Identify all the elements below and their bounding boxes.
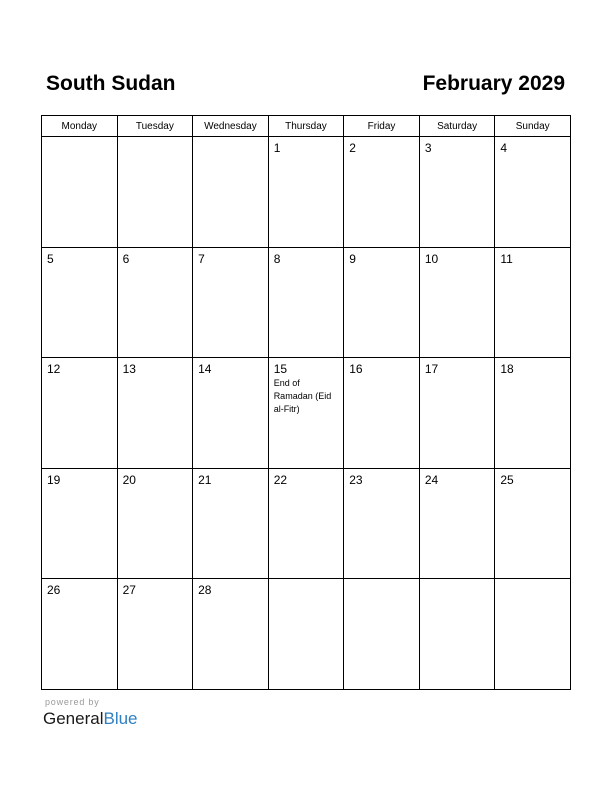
day-cell xyxy=(193,579,269,690)
day-number: 6 xyxy=(122,251,130,266)
day-cell xyxy=(419,137,495,248)
day-cell xyxy=(344,468,420,579)
weekday-sunday: Sunday xyxy=(495,116,571,137)
day-cell xyxy=(268,579,344,690)
day-cell xyxy=(495,247,571,358)
day-number: 7 xyxy=(198,251,205,266)
week-row xyxy=(42,579,571,690)
week-row xyxy=(42,247,571,358)
day-cell xyxy=(419,579,495,690)
day-number: 28 xyxy=(198,583,212,598)
day-number: 13 xyxy=(122,362,136,377)
day-number: 16 xyxy=(349,362,363,377)
day-cell xyxy=(344,579,420,690)
day-cell xyxy=(193,247,269,358)
day-cell xyxy=(419,468,495,579)
day-number: 23 xyxy=(349,472,363,487)
weekday-thursday: Thursday xyxy=(268,116,344,137)
day-cell xyxy=(495,358,571,469)
day-number: 21 xyxy=(198,472,212,487)
day-number: 24 xyxy=(424,472,439,487)
day-cell-holiday xyxy=(268,358,344,469)
day-number: 4 xyxy=(500,141,508,155)
day-cell xyxy=(117,358,193,469)
day-cell xyxy=(419,247,495,358)
day-cell xyxy=(42,358,118,469)
day-cell xyxy=(42,468,118,579)
day-cell xyxy=(344,137,420,248)
day-cell xyxy=(419,358,495,469)
day-cell xyxy=(495,137,571,248)
day-number: 14 xyxy=(198,362,212,377)
logo-blue: Blue xyxy=(103,709,138,728)
day-cell xyxy=(42,579,118,690)
day-cell xyxy=(117,468,193,579)
weekday-wednesday: Wednesday xyxy=(193,116,269,137)
day-number: 11 xyxy=(500,251,513,266)
day-cell xyxy=(42,247,118,358)
day-number: 19 xyxy=(47,472,61,487)
holiday-label: End of Ramadan (Eid al-Fitr) xyxy=(273,378,332,415)
day-cell xyxy=(117,137,193,248)
day-cell xyxy=(193,358,269,469)
day-cell xyxy=(268,137,344,248)
day-number: 15 xyxy=(273,362,288,377)
day-cell xyxy=(495,468,571,579)
weekday-saturday: Saturday xyxy=(419,116,495,137)
day-number: 26 xyxy=(47,583,61,598)
day-number: 9 xyxy=(349,251,356,266)
day-number: 27 xyxy=(122,583,136,598)
footer-branding xyxy=(43,697,138,729)
weekday-friday: Friday xyxy=(344,116,420,137)
week-row xyxy=(42,468,571,579)
day-number: 25 xyxy=(500,472,514,487)
weekday-monday: Monday xyxy=(42,116,118,137)
day-number: 20 xyxy=(122,472,136,487)
generalblue-logo[interactable] xyxy=(43,709,138,729)
country-title: South Sudan xyxy=(46,72,176,95)
day-cell xyxy=(193,137,269,248)
day-cell xyxy=(344,358,420,469)
day-cell xyxy=(42,137,118,248)
day-number: 12 xyxy=(47,362,61,377)
day-number: 1 xyxy=(273,141,281,155)
day-cell xyxy=(117,247,193,358)
day-number: 22 xyxy=(273,472,288,487)
day-number: 10 xyxy=(424,251,439,266)
day-number: 3 xyxy=(424,141,432,155)
week-row xyxy=(42,358,571,469)
powered-by-text: powered by xyxy=(45,697,100,707)
day-cell xyxy=(117,579,193,690)
day-number: 18 xyxy=(500,362,514,377)
day-cell xyxy=(495,579,571,690)
month-year-title: February 2029 xyxy=(422,72,565,95)
day-number: 17 xyxy=(424,362,439,377)
weekday-header-row xyxy=(42,116,571,137)
day-cell xyxy=(268,247,344,358)
day-cell xyxy=(344,247,420,358)
day-number: 8 xyxy=(273,251,281,266)
day-cell xyxy=(193,468,269,579)
logo-general: General xyxy=(43,709,104,728)
calendar-grid xyxy=(41,115,571,690)
weekday-tuesday: Tuesday xyxy=(117,116,193,137)
day-number: 5 xyxy=(47,251,54,266)
week-row xyxy=(42,137,571,248)
day-cell xyxy=(268,468,344,579)
day-number: 2 xyxy=(349,141,356,155)
